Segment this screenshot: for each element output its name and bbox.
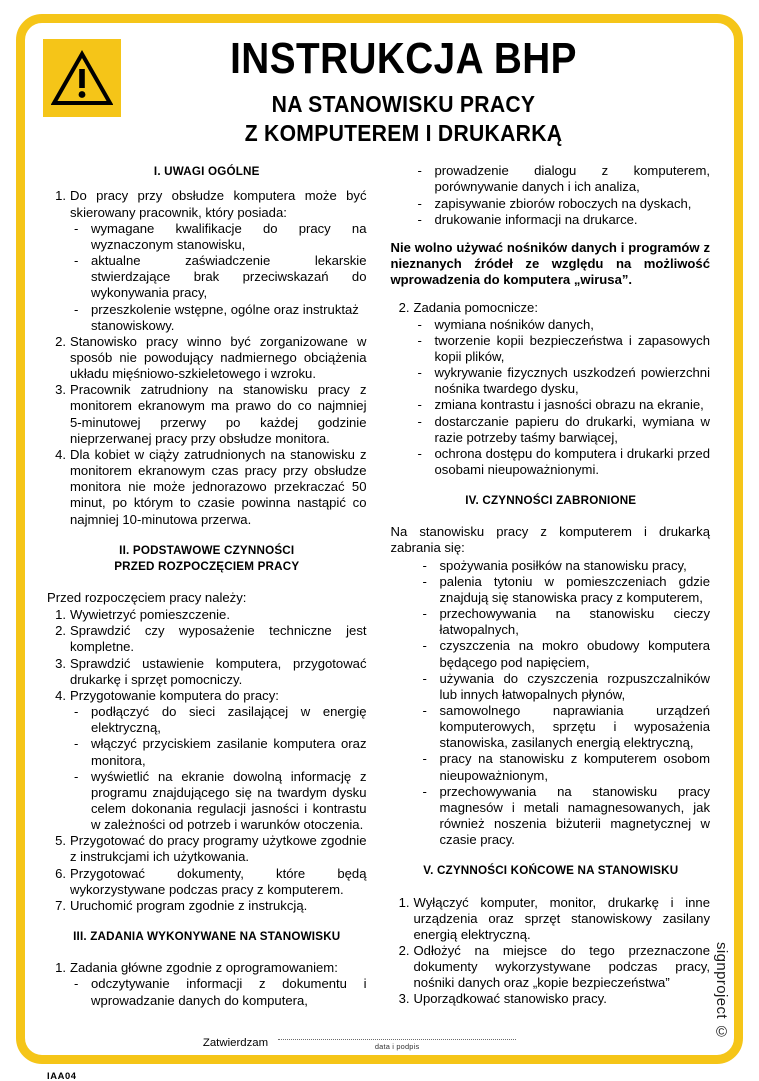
signature-field[interactable] [278,1038,516,1051]
sub-list-item: - używania do czyszczenia rozpuszczalników lub innych łatwopalnych płynów, [419,671,711,703]
sub-list-item: - przechowywania na stanowisku cieczy łatwopalnych, [419,606,711,638]
list-marker: 2. [398,300,410,316]
list-item-text: Dla kobiet w ciąży zatrudnionych na stanowisku z monitorem ekranowym czas pracy przy obsłudze monitora nie może jednorazowo przekraczać 50 minut, po którym to czasie powinna nastąpić co najmniej 10-minutowa przerwa. [70,446,367,527]
list-item [47,188,367,333]
list-marker: 6. [55,865,66,881]
section-heading-1: I. UWAGI OGÓLNE [153,164,260,179]
list-item-text: Pracownik zatrudniony na stanowisku pracy z monitorem ekranowym ma prawo do co najmniej 5-minutowej przerwy po każdej godzinie nieprzerwanej pracy przy obsłudze monitora. [70,382,367,446]
list-item [47,382,367,447]
spacer [47,914,367,928]
list-item-text: Zadania główne zgodnie z oprogramowaniem: [70,960,338,976]
spacer [47,528,367,542]
list-item-text: Przygotować dokumenty, które będą wykorzystywane podczas pracy z komputerem. [70,865,367,897]
list-marker: 2. [55,623,66,639]
list-item [391,300,711,478]
poster-header [39,33,720,149]
sub-list-item: - podłączyć do sieci zasilającej w energię elektryczną, [70,704,367,736]
list-marker: 3. [55,382,66,398]
sub-list-item: - pracy na stanowisku z komputerem osobom nieupoważnionym, [419,751,711,783]
list-marker: 1. [55,607,66,623]
sub-list-item: - czyszczenia na mokro obudowy komputera będącego pod napięciem, [419,638,711,670]
warning-triangle-icon [43,39,121,117]
sub-list [70,221,367,334]
sub-list [70,976,367,1008]
list-item [47,607,367,623]
sub-list-item: - samowolnego naprawiania urządzeń komputerowych, sprzętu i wyposażenia stanowiska, zasilanych energią elektryczną, [419,703,711,751]
approval-block [203,1037,516,1051]
section-3-list-left [47,960,367,1008]
sub-list-item: - palenia tytoniu w pomieszczeniach gdzie znajdują się stanowiska pracy z komputerem, [419,574,711,606]
poster-frame [16,14,743,1081]
section-3-list-right [391,300,711,478]
list-item-text: Odłożyć na miejsce do tego przeznaczone dokumenty wykorzystywane podczas pracy, nośniki danych oraz „kopie bezpieczeństwa” [413,942,710,991]
sub-list-item: - wyświetlić na ekranie dowolną informację z programu znajdującego się na twardym dysku celem dokonania regulacji jasności i kontrastu w zależności od potrzeb i warunków otoczenia. [70,769,367,834]
list-item [391,943,711,991]
sub-list-item: - przeszkolenie wstępne, ogólne oraz instruktaż stanowiskowy. [70,302,367,334]
list-marker: 4. [55,687,66,703]
content-columns [39,163,720,1008]
sub-list [414,317,711,479]
sub-list-item: - włączyć przyciskiem zasilanie komputera oraz monitora, [70,736,367,768]
list-item [391,895,711,943]
signature-caption: data i podpis [374,1042,420,1051]
list-item-text: Do pracy przy obsłudze komputera może być skierowany pracownik, który posiada: [70,188,367,220]
list-item [391,991,711,1007]
sub-list-item: - prowadzenie dialogu z komputerem, porównywanie danych i ich analiza, [414,163,711,195]
right-column [387,163,721,1007]
section-heading-5: V. CZYNNOŚCI KOŃCOWE NA STANOWISKU [422,863,678,878]
sub-list-item: - dostarczanie papieru do drukarki, wymiana w razie potrzeby taśmy barwiącej, [414,414,711,446]
list-marker: 1. [398,894,410,910]
section-4-lead: Na stanowisku pracy z komputerem i drukarką zabrania się: [390,524,710,556]
list-item-text: Wywietrzyć pomieszczenie. [70,607,230,623]
list-item [47,833,367,865]
sub-list-item: - aktualne zaświadczenie lekarskie stwierdzające brak przeciwskazań do wykonywania pracy, [70,253,367,301]
signature-line [278,1038,516,1040]
section-heading-2-line1: II. PODSTAWOWE CZYNNOŚCI [119,542,295,557]
list-item-text: Uruchomić program zgodnie z instrukcją. [70,897,308,913]
spacer [47,953,367,960]
spacer [391,517,711,524]
section-heading-2-line2: PRZED ROZPOCZĘCIEM PRACY [114,558,300,573]
sub-list-item: - zapisywanie zbiorów roboczych na dyskach, [414,196,711,212]
section-1-list [47,188,367,527]
left-column [39,163,371,1008]
spacer [47,583,367,590]
spacer [391,888,711,895]
list-item-text: Sprawdzić czy wyposażenie techniczne jest kompletne. [70,623,367,655]
list-marker: 5. [55,833,66,849]
sub-list-item: - wymagane kwalifikacje do pracy na wyznaczonym stanowisku, [70,221,367,253]
list-item-text: Przygotować do pracy programy użytkowe zgodnie z instrukcjami ich użytkowania. [70,833,367,865]
section-2-list [47,607,367,914]
list-item [47,898,367,914]
document-code: IAA04 [47,1070,77,1081]
list-item [47,334,367,382]
list-item-text: Sprawdzić ustawienie komputera, przygotować drukarkę i sprzęt pomocniczy. [70,655,367,687]
list-item-text: Zadania pomocnicze: [413,300,538,316]
list-item [47,960,367,1008]
spacer [391,478,711,492]
section-4-list [419,558,711,849]
list-marker: 2. [55,333,66,349]
poster-footer [25,1037,734,1051]
approve-label: Zatwierdzam [202,1037,269,1049]
list-item [47,866,367,898]
sub-list-item: - wykrywanie fizycznych uszkodzeń powierzchni nośnika twardego dysku, [414,365,711,397]
sub-list-item: - spożywania posiłków na stanowisku pracy, [419,558,711,574]
list-marker: 4. [55,446,66,462]
list-marker: 1. [55,960,66,976]
section-5-list [391,895,711,1008]
list-marker: 3. [398,991,410,1007]
section-heading-4: IV. CZYNNOŚCI ZABRONIONE [464,493,636,508]
header-titles [111,34,714,147]
section-heading-3: III. ZADANIA WYKONYWANE NA STANOWISKU [73,929,341,944]
page-subtitle-1: NA STANOWISKU PRACY [271,91,536,117]
sub-list [70,704,367,833]
list-marker: 3. [55,655,66,671]
list-marker: 1. [55,188,66,204]
list-item [47,623,367,655]
section-3-sub-list-continued [414,163,711,228]
sub-list-item: - tworzenie kopii bezpieczeństwa i zapasowych kopii plików, [414,333,711,365]
publisher-watermark: signproject © [713,942,730,1041]
list-item [47,447,367,528]
list-marker: 7. [55,897,66,913]
list-item-text: Uporządkować stanowisko pracy. [413,991,607,1007]
sub-list-item: - przechowywania na stanowisku pracy magnesów i metali namagnesowanych, jak również noszenia biżuterii magnetycznej w czasie pracy. [419,784,711,849]
sub-list-item: - odczytywanie informacji z dokumentu i wprowadzanie danych do komputera, [70,976,367,1008]
list-item-text: Stanowisko pracy winno być zorganizowane w sposób nie powodujący nadmiernego obciążenia układu mięśniowo-szkieletowego i wzroku. [70,333,367,382]
sub-list-item: - zmiana kontrastu i jasności obrazu na ekranie, [414,397,711,413]
section-2-lead: Przed rozpoczęciem pracy należy: [47,589,247,605]
page-subtitle-2: Z KOMPUTEREM I DRUKARKĄ [244,119,563,146]
page-title: INSTRUKCJA BHP [230,34,577,83]
sub-list-item: - ochrona dostępu do komputera i drukarki przed osobami nieupoważnionymi. [414,446,711,478]
list-item-text: Wyłączyć komputer, monitor, drukarkę i inne urządzenia oraz sprzęt stanowiskowy zasilany energią elektryczną. [413,894,710,942]
list-item [47,688,367,833]
sub-list-item: - wymiana nośników danych, [414,317,711,333]
spacer [391,848,711,862]
virus-warning-text: Nie wolno używać nośników danych i programów z nieznanych źródeł ze względu na możliwość wprowadzenia do komputera „wirusa”. [390,239,710,288]
sub-list-item: - drukowanie informacji na drukarce. [414,212,711,228]
list-item [47,656,367,688]
list-marker: 2. [398,942,410,958]
list-item-text: Przygotowanie komputera do pracy: [70,687,279,703]
